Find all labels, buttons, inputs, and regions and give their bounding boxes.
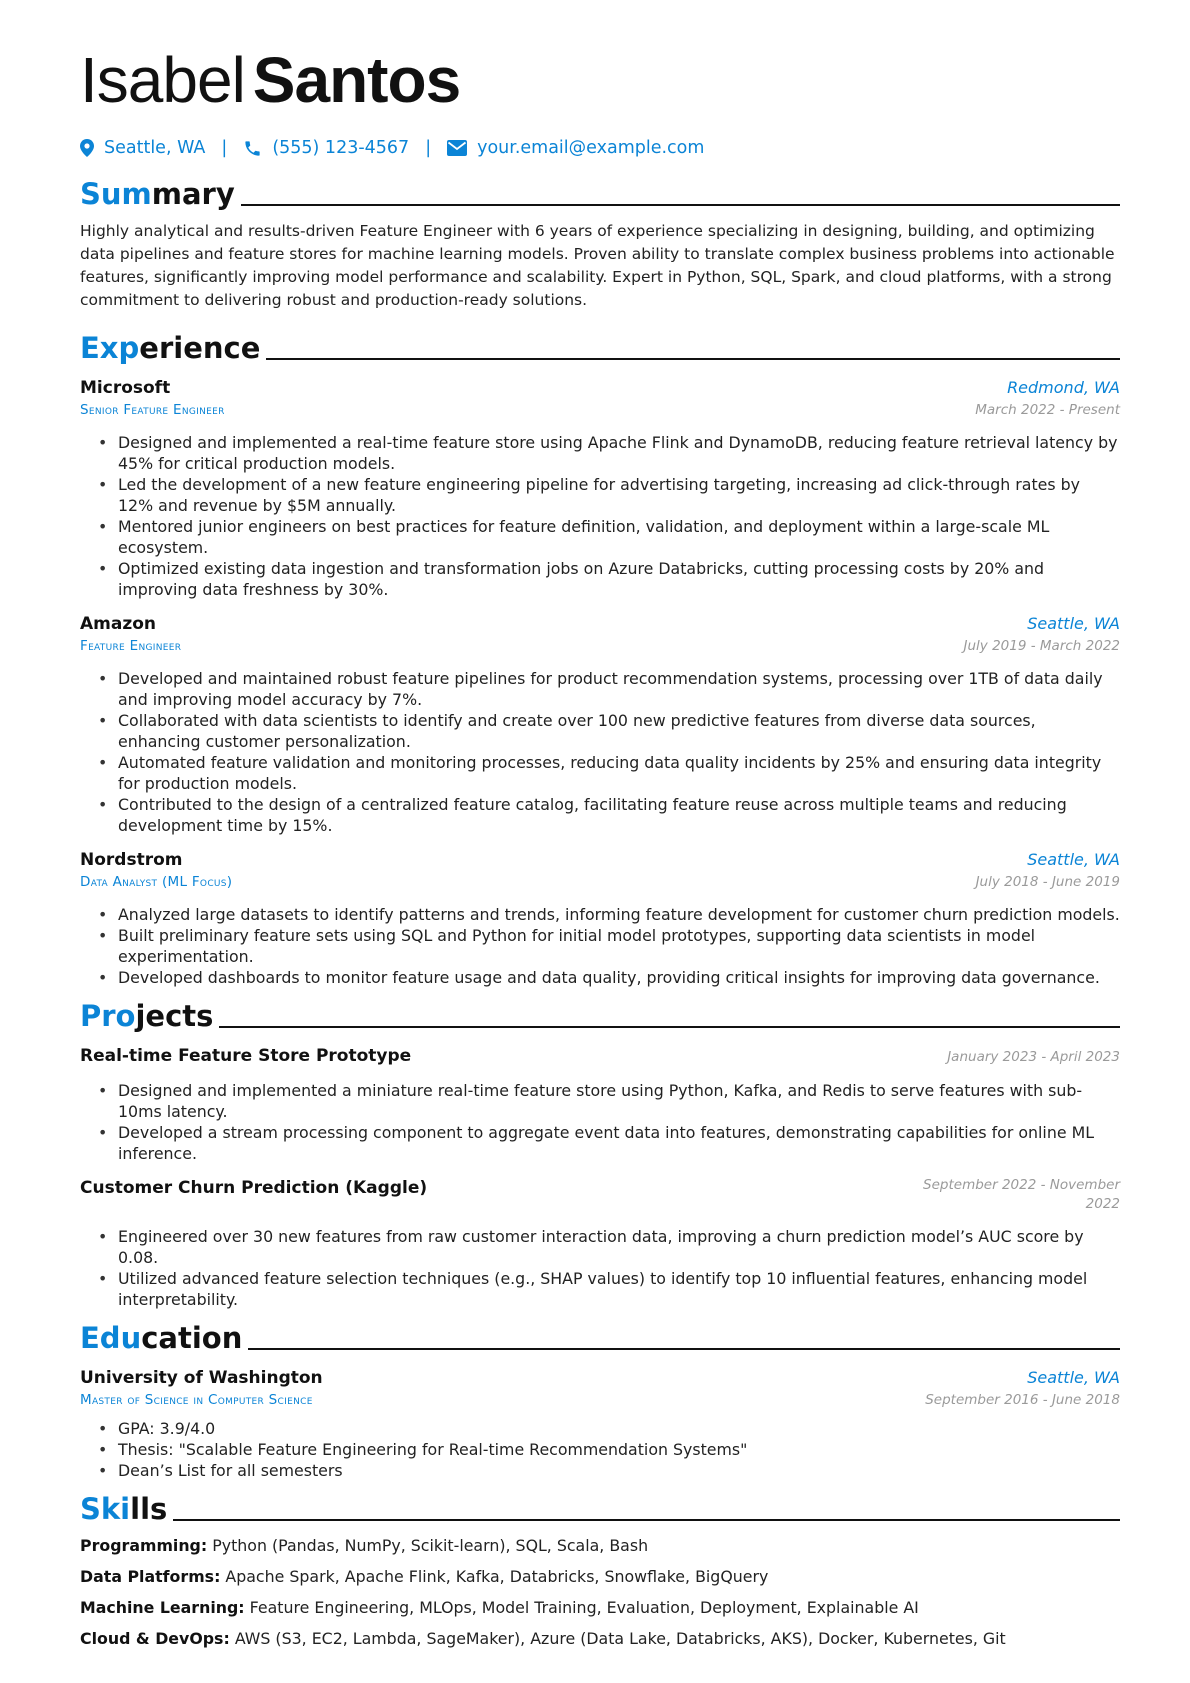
contact-email[interactable] [447, 138, 704, 158]
section-title: Skills [80, 1492, 168, 1526]
job-bullets [98, 904, 1120, 988]
job-bullets [98, 668, 1120, 836]
section-header-summary [80, 170, 1120, 212]
education-dates: September 2016 - June 2018 [925, 1392, 1120, 1408]
skill-value: Python (Pandas, NumPy, Scikit-learn), SQL, Scala, Bash [212, 1536, 649, 1555]
skill-label: Programming: [80, 1536, 208, 1555]
list-item: • Designed and implemented a real-time feature store using Apache Flink and DynamoDB, reducing feature retrieval latency by 45% for critical production models. [98, 432, 1120, 474]
list-item: • Utilized advanced feature selection techniques (e.g., SHAP values) to identify top 10 influential features, enhancing model interpretability. [98, 1268, 1120, 1310]
list-item: • Developed dashboards to monitor feature usage and data quality, providing critical insights for improving data governance. [98, 967, 1120, 988]
section-title: Projects [80, 999, 214, 1033]
resume-page [80, 40, 1120, 1659]
job-title: Feature Engineer [80, 638, 182, 654]
contact-separator: | [425, 138, 432, 158]
experience-entry [80, 376, 1120, 600]
job-title: Senior Feature Engineer [80, 402, 225, 418]
list-item: • Designed and implemented a miniature real-time feature store using Python, Kafka, and Redis to serve features with sub-10ms latency. [98, 1080, 1120, 1122]
location-text: Seattle, WA [104, 138, 206, 158]
section-title: Summary [80, 177, 235, 211]
phone-text: (555) 123-4567 [272, 138, 410, 158]
skills-list [80, 1535, 1120, 1649]
skill-row [80, 1566, 1120, 1587]
list-item: • Dean’s List for all semesters [98, 1460, 1120, 1481]
school-name: University of Washington [80, 1368, 323, 1388]
list-item: • Mentored junior engineers on best practices for feature definition, validation, and deployment within a large-scale ML ecosystem. [98, 516, 1120, 558]
project-bullets [98, 1226, 1120, 1310]
project-entry [80, 1176, 1120, 1310]
job-bullets [98, 432, 1120, 600]
degree-title: Master of Science in Computer Science [80, 1392, 313, 1408]
school-location: Seattle, WA [1027, 1368, 1120, 1387]
list-item: • Contributed to the design of a centralized feature catalog, facilitating feature reuse across multiple teams and reducing development time by 15%. [98, 794, 1120, 836]
section-rule [248, 1348, 1120, 1350]
experience-entry [80, 848, 1120, 988]
job-location: Seattle, WA [1027, 614, 1120, 633]
education-bullets [98, 1418, 1120, 1481]
section-header-skills [80, 1485, 1120, 1527]
list-item: • Built preliminary feature sets using SQL and Python for initial model prototypes, supporting data scientists in model experimentation. [98, 925, 1120, 967]
job-dates: July 2019 - March 2022 [963, 638, 1120, 654]
job-title: Data Analyst (ML Focus) [80, 874, 233, 890]
section-title: Education [80, 1321, 243, 1355]
list-item: • Automated feature validation and monitoring processes, reducing data quality incidents by 25% and ensuring data integrity for production models. [98, 752, 1120, 794]
company-name: Amazon [80, 614, 157, 634]
job-dates: July 2018 - June 2019 [975, 874, 1120, 890]
last-name: Santos [252, 44, 461, 116]
section-header-experience [80, 324, 1120, 366]
project-bullets [98, 1080, 1120, 1164]
skill-row [80, 1628, 1120, 1649]
contact-separator: | [221, 138, 228, 158]
skill-value: Feature Engineering, MLOps, Model Training, Evaluation, Deployment, Explainable AI [249, 1598, 919, 1617]
first-name: Isabel [80, 44, 245, 116]
project-title: Customer Churn Prediction (Kaggle) [80, 1178, 428, 1198]
job-dates: March 2022 - Present [975, 402, 1120, 418]
list-item: • Analyzed large datasets to identify patterns and trends, informing feature development for customer churn prediction models. [98, 904, 1120, 925]
project-title: Real-time Feature Store Prototype [80, 1046, 412, 1066]
list-item: • Developed and maintained robust feature pipelines for product recommendation systems, processing over 1TB of data daily and improving model accuracy by 7%. [98, 668, 1120, 710]
list-item: • Led the development of a new feature engineering pipeline for advertising targeting, increasing ad click-through rates by 12% and revenue by $5M annually. [98, 474, 1120, 516]
education-entry [80, 1366, 1120, 1481]
section-header-education [80, 1314, 1120, 1356]
envelope-icon [447, 140, 467, 156]
contact-bar [80, 134, 1120, 162]
email-link: your.email@example.com [477, 138, 705, 158]
project-entry [80, 1044, 1120, 1164]
section-header-projects [80, 992, 1120, 1034]
project-dates: September 2022 - November 2022 [923, 1177, 1120, 1212]
section-rule [241, 204, 1120, 206]
skill-row [80, 1597, 1120, 1618]
skill-label: Machine Learning: [80, 1598, 245, 1617]
summary-text: Highly analytical and results-driven Feature Engineer with 6 years of experience specializing in designing, building, and optimizing data pipelines and feature stores for machine learning models. Proven ability to translate complex business problems into actionable features, significantly improving model performance and scalability. Expert in Python, SQL, Spark, and cloud platforms, with a strong commitment to delivering robust and production-ready solutions. [80, 222, 1115, 309]
map-pin-icon [80, 139, 94, 157]
job-location: Redmond, WA [1007, 378, 1120, 397]
list-item: • Optimized existing data ingestion and transformation jobs on Azure Databricks, cutting processing costs by 20% and improving data freshness by 30%. [98, 558, 1120, 600]
phone-icon [243, 139, 262, 158]
experience-entry [80, 612, 1120, 836]
project-dates: January 2023 - April 2023 [947, 1049, 1120, 1065]
skill-value: AWS (S3, EC2, Lambda, SageMaker), Azure (Data Lake, Databricks, AKS), Docker, Kubernetes, Git [234, 1629, 1006, 1648]
company-name: Microsoft [80, 378, 171, 398]
skill-row [80, 1535, 1120, 1556]
section-rule [173, 1519, 1120, 1521]
job-location: Seattle, WA [1027, 850, 1120, 869]
list-item: • Collaborated with data scientists to identify and create over 100 new predictive features from diverse data sources, enhancing customer personalization. [98, 710, 1120, 752]
section-rule [266, 358, 1120, 360]
section-title: Experience [80, 331, 261, 365]
list-item: • GPA: 3.9/4.0 [98, 1418, 1120, 1439]
contact-phone[interactable] [243, 138, 409, 158]
list-item: • Developed a stream processing component to aggregate event data into features, demonstrating capabilities for online ML inference. [98, 1122, 1120, 1164]
list-item: • Engineered over 30 new features from raw customer interaction data, improving a churn prediction model’s AUC score by 0.08. [98, 1226, 1120, 1268]
skill-label: Data Platforms: [80, 1567, 221, 1586]
list-item: • Thesis: "Scalable Feature Engineering for Real-time Recommendation Systems" [98, 1439, 1120, 1460]
contact-location [80, 138, 205, 158]
skill-value: Apache Spark, Apache Flink, Kafka, Databricks, Snowflake, BigQuery [225, 1567, 769, 1586]
company-name: Nordstrom [80, 850, 183, 870]
skill-label: Cloud & DevOps: [80, 1629, 230, 1648]
section-rule [219, 1026, 1120, 1028]
candidate-name [80, 40, 1120, 120]
